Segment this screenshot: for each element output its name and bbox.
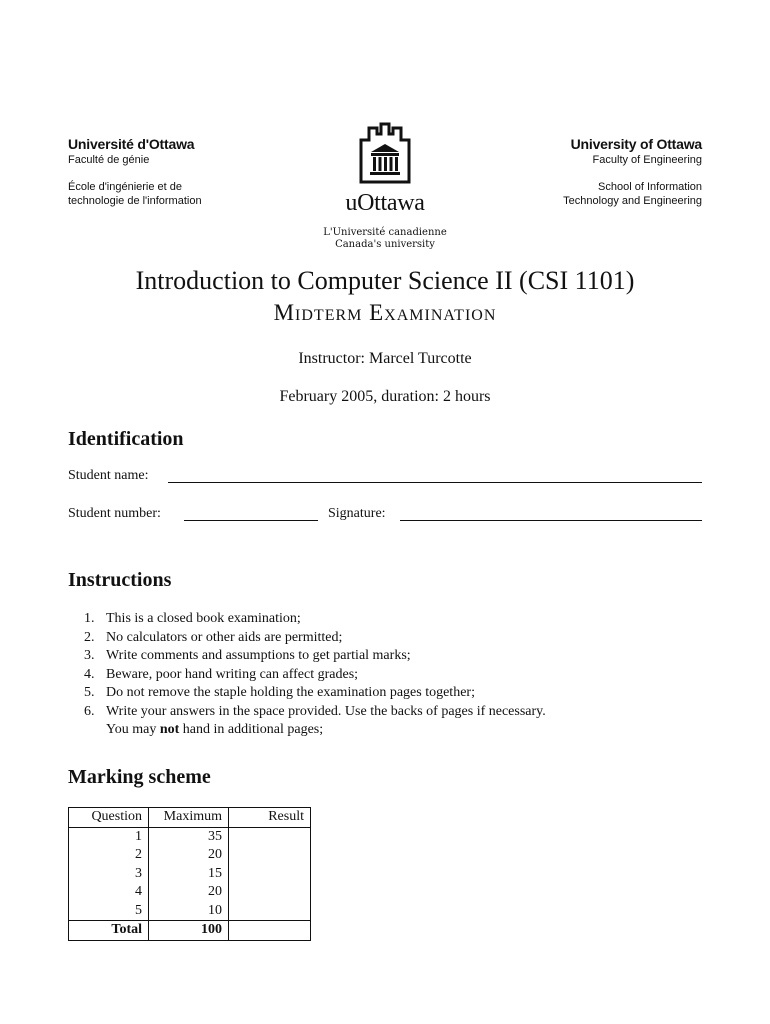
result-cell [229,846,311,865]
uottawa-logo [322,120,448,251]
faculty-name-en: Faculty of Engineering [592,154,702,166]
signature-field[interactable] [400,520,702,521]
list-item: 5. Do not remove the staple holding the examination pages together; [84,685,475,700]
total-result-cell [229,921,311,941]
maximum-cell: 20 [149,846,229,865]
question-cell: 2 [69,846,149,865]
table-row [69,827,311,846]
list-item: 4. Beware, poor hand writing can affect grades; [84,666,359,682]
student-name-label: Student name: [68,468,149,483]
exam-title: Introduction to Computer Science II (CSI 1101) [135,266,635,295]
list-item-continuation: You may not hand in additional pages; [106,722,324,737]
table-row [69,902,311,921]
result-cell [229,865,311,884]
question-cell: 5 [69,902,149,921]
school-name-en [442,180,702,208]
maximum-cell: 20 [149,883,229,902]
faculty-name-fr: Faculté de génie [68,154,150,166]
student-number-label: Student number: [68,506,161,521]
school-name-fr [68,180,328,208]
identification-heading: Identification [68,428,184,450]
school-name-en-line1: School of Information [598,181,702,193]
tagline-fr: L'Université canadienne [323,227,447,238]
tagline-en: Canada's university [335,239,435,250]
list-item: 2. No calculators or other aids are permitted; [84,629,343,645]
signature-label: Signature: [328,506,386,521]
university-name-en: University of Ottawa [570,136,702,152]
table-header-row [69,808,311,828]
school-name-fr-line2: technologie de l'information [68,195,202,207]
maximum-cell: 35 [149,827,229,846]
table-row [69,883,311,902]
total-maximum-cell: 100 [149,921,229,941]
marking-scheme-table [68,807,311,941]
column-header-maximum: Maximum [149,808,229,828]
tagline [322,227,448,251]
table-total-row [69,921,311,941]
total-label-cell: Total [69,921,149,941]
university-name-fr: Université d'Ottawa [68,136,195,152]
column-header-result: Result [229,808,311,828]
result-cell [229,883,311,902]
instructions-heading: Instructions [68,569,172,591]
maximum-cell: 15 [149,865,229,884]
instructions-list [68,610,744,740]
student-number-field[interactable] [184,520,318,521]
maximum-cell: 10 [149,902,229,921]
table-row [69,865,311,884]
header-left-block [68,136,328,208]
question-cell: 3 [69,865,149,884]
question-cell: 4 [69,883,149,902]
list-item: 6. Write your answers in the space provided. Use the backs of pages if necessary. You may not hand in additional pages; [104,703,744,740]
school-name-fr-line1: École d'ingénierie et de [68,181,183,193]
exam-subtitle: Midterm Examination [273,300,497,325]
instructor-line: Instructor: Marcel Turcotte [298,350,472,367]
brand-name: uOttawa [345,190,425,216]
university-building-icon [355,120,415,184]
list-item: 3. Write comments and assumptions to get partial marks; [84,648,411,663]
table-row [69,846,311,865]
date-line: February 2005, duration: 2 hours [279,388,491,405]
marking-scheme-heading: Marking scheme [68,766,211,788]
result-cell [229,827,311,846]
list-item: 1. This is a closed book examination; [84,611,301,626]
column-header-question: Question [69,808,149,828]
student-name-field[interactable] [168,482,702,483]
school-name-en-line2: Technology and Engineering [563,195,702,207]
question-cell: 1 [69,827,149,846]
header-right-block [442,136,702,208]
result-cell [229,902,311,921]
